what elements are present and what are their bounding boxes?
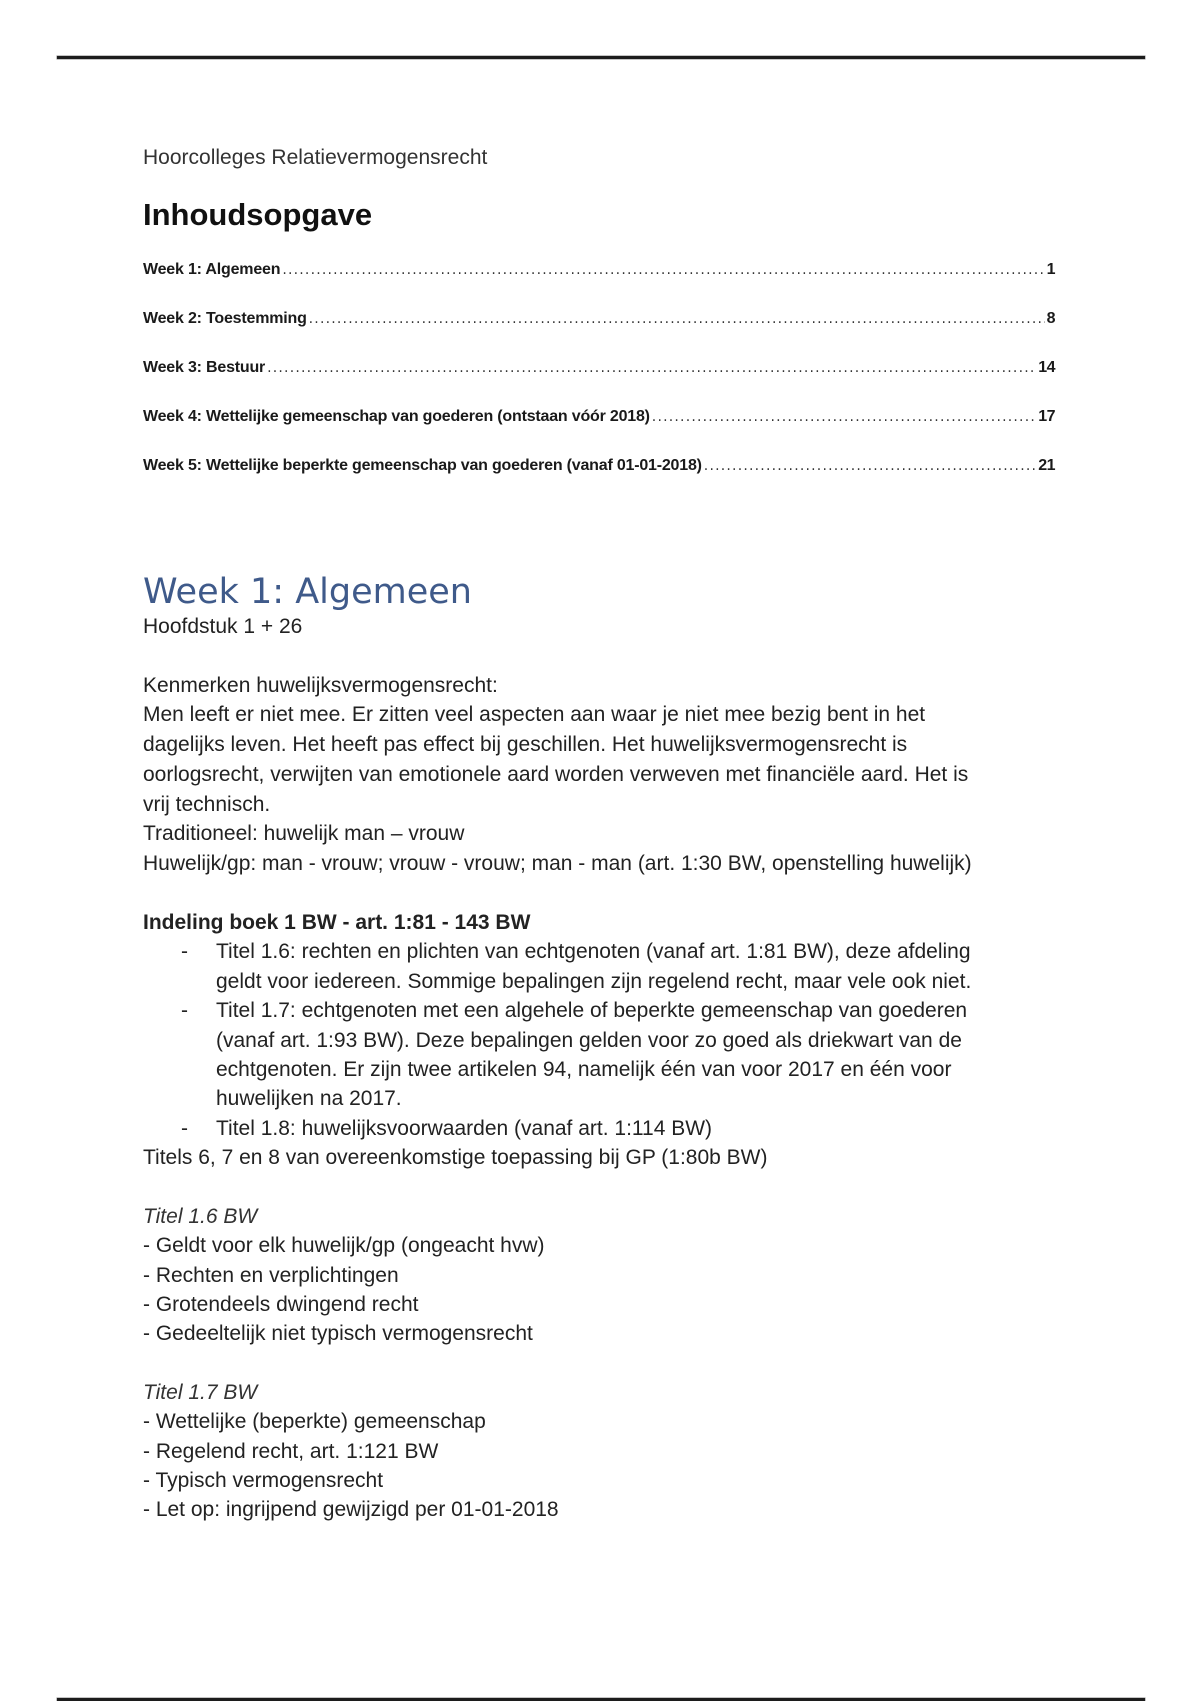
paragraph-line: oorlogsrecht, verwijten van emotionele aard worden verweven met financiële aard. Het is	[143, 763, 969, 786]
toc-entry-label: Week 5: Wettelijke beperkte gemeenschap van goederen (vanaf 01-01-2018)	[143, 457, 702, 474]
titel-16-item: - Geldt voor elk huwelijk/gp (ongeacht hvw)	[143, 1234, 545, 1257]
list-item-line: geldt voor iedereen. Sommige bepalingen zijn regelend recht, maar vele ook niet.	[216, 970, 972, 993]
toc-leader-dots	[267, 360, 1036, 376]
toc-entry-week-3[interactable]	[143, 359, 1055, 381]
toc-entry-page: 1	[1046, 261, 1055, 278]
toc-leader-dots	[309, 311, 1045, 327]
titel-16-item: - Rechten en verplichtingen	[143, 1264, 399, 1287]
list-item-line: Titel 1.6: rechten en plichten van echtgenoten (vanaf art. 1:81 BW), deze afdeling	[216, 940, 971, 963]
indeling-heading: Indeling boek 1 BW - art. 1:81 - 143 BW	[143, 911, 531, 934]
titel-17-item: - Typisch vermogensrecht	[143, 1469, 384, 1492]
section-heading: Week 1: Algemeen	[143, 572, 472, 612]
list-bullet: -	[181, 940, 188, 963]
toc-entry-label: Week 1: Algemeen	[143, 261, 281, 278]
section-subtitle: Hoofdstuk 1 + 26	[143, 615, 303, 638]
toc-heading: Inhoudsopgave	[143, 197, 373, 232]
toc-leader-dots	[652, 409, 1036, 425]
titel-17-item: - Let op: ingrijpend gewijzigd per 01-01-2018	[143, 1498, 559, 1521]
toc-entry-week-2[interactable]	[143, 310, 1055, 332]
toc-entry-week-5[interactable]	[143, 457, 1055, 479]
list-item-line: huwelijken na 2017.	[216, 1087, 402, 1110]
titel-16-heading: Titel 1.6 BW	[143, 1205, 258, 1228]
toc-entry-page: 21	[1038, 457, 1055, 474]
paragraph-line: dagelijks leven. Het heeft pas effect bij geschillen. Het huwelijksvermogensrecht is	[143, 733, 908, 756]
toc-entry-page: 17	[1038, 408, 1055, 425]
list-item-line: (vanaf art. 1:93 BW). Deze bepalingen gelden voor zo goed als driekwart van de	[216, 1029, 962, 1052]
toc-entry-label: Week 2: Toestemming	[143, 310, 307, 327]
list-item-line: Titel 1.8: huwelijksvoorwaarden (vanaf art. 1:114 BW)	[216, 1117, 713, 1140]
titel-16-item: - Gedeeltelijk niet typisch vermogensrecht	[143, 1322, 533, 1345]
document-title: Hoorcolleges Relatievermogensrecht	[143, 146, 488, 169]
list-bullet: -	[181, 1117, 188, 1140]
toc-entry-label: Week 3: Bestuur	[143, 359, 266, 376]
huwelijk-gp-line: Huwelijk/gp: man - vrouw; vrouw - vrouw; man - man (art. 1:30 BW, openstelling huwelijk)	[143, 852, 972, 875]
toc-entry-page: 8	[1046, 310, 1055, 327]
toc-entry-label: Week 4: Wettelijke gemeenschap van goederen (ontstaan vóór 2018)	[143, 408, 650, 425]
toc-leader-dots	[282, 262, 1044, 278]
toc-entry-page: 14	[1038, 359, 1055, 376]
kenmerken-label: Kenmerken huwelijksvermogensrecht:	[143, 674, 498, 697]
toc-entry-week-1[interactable]	[143, 261, 1055, 283]
toc-entry-week-4[interactable]	[143, 408, 1055, 430]
titels-note: Titels 6, 7 en 8 van overeenkomstige toepassing bij GP (1:80b BW)	[143, 1146, 768, 1169]
list-item-line: Titel 1.7: echtgenoten met een algehele of beperkte gemeenschap van goederen	[216, 999, 968, 1022]
titel-17-item: - Regelend recht, art. 1:121 BW	[143, 1440, 439, 1463]
list-bullet: -	[181, 999, 188, 1022]
toc-leader-dots	[704, 458, 1036, 474]
titel-17-heading: Titel 1.7 BW	[143, 1381, 258, 1404]
header-rule	[57, 56, 1145, 59]
list-item-line: echtgenoten. Er zijn twee artikelen 94, namelijk één van voor 2017 en één voor	[216, 1058, 952, 1081]
paragraph-line: vrij technisch.	[143, 793, 271, 816]
paragraph-line: Men leeft er niet mee. Er zitten veel aspecten aan waar je niet mee bezig bent in het	[143, 703, 926, 726]
titel-16-item: - Grotendeels dwingend recht	[143, 1293, 419, 1316]
traditioneel-line: Traditioneel: huwelijk man – vrouw	[143, 822, 465, 845]
titel-17-item: - Wettelijke (beperkte) gemeenschap	[143, 1410, 486, 1433]
